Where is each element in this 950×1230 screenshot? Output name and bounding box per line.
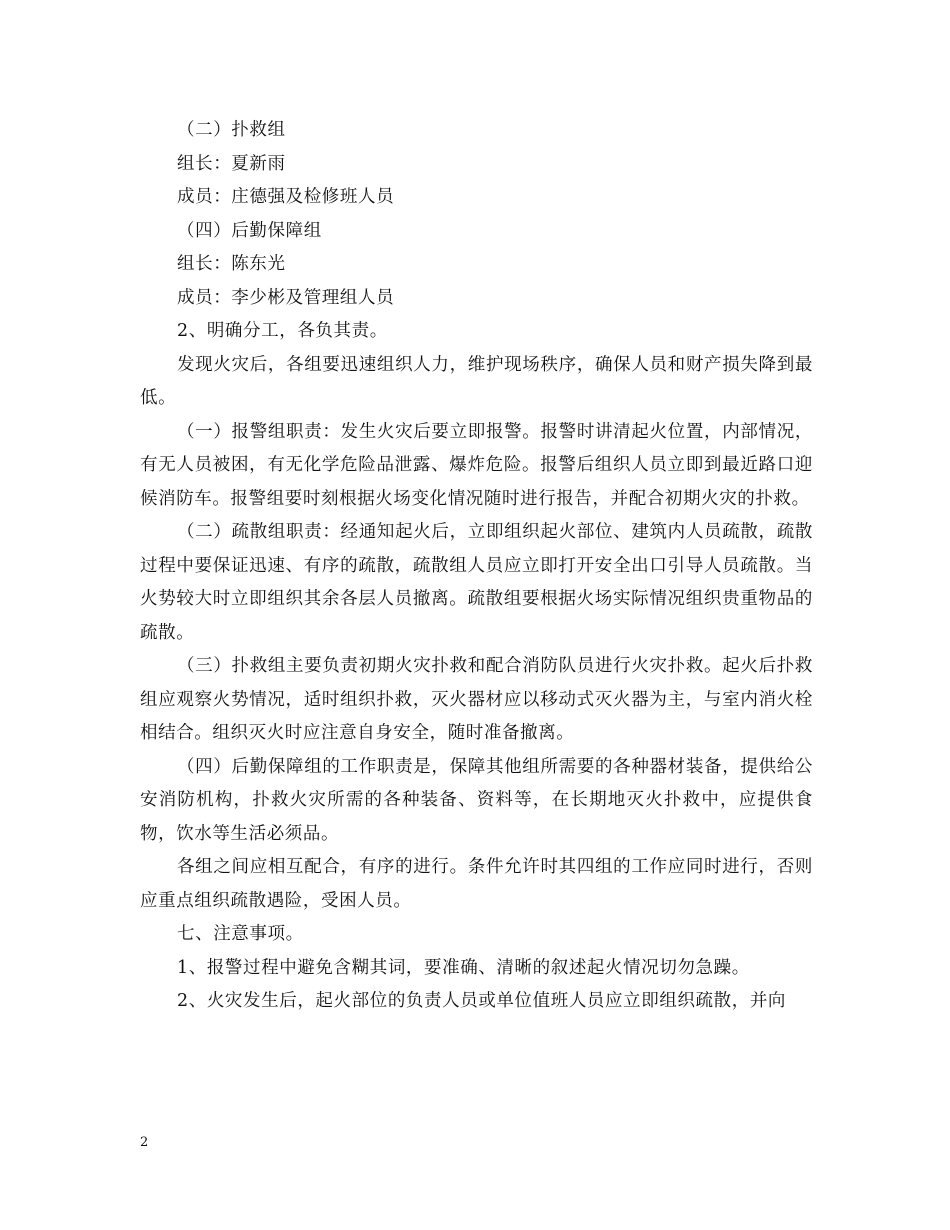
document-body	[140, 114, 813, 1019]
precaution-item-2: 2、火灾发生后，起火部位的负责人员或单位值班人员应立即组织疏散，并向	[177, 991, 787, 1011]
paragraph-alarm-group-duties: （一）报警组职责：发生火灾后要立即报警。报警时讲清起火位置，内部情况，有无人员被困，有无化学危险品泄露、爆炸危险。报警后组织人员立即到最近路口迎候消防车。报警组要时刻根据火场变化情况随时进行报告，并配合初期火灾的扑救。	[140, 421, 813, 509]
paragraph-fire-discovery: 发现火灾后，各组要迅速组织人力，维护现场秩序，确保人员和财产损失降到最低。	[140, 354, 813, 408]
page-number: 2	[140, 1135, 149, 1150]
paragraph-logistics-group-duties: （四）后勤保障组的工作职责是，保障其他组所需要的各种器材装备，提供给公安消防机构，扑救火灾所需的各种装备、资料等，在长期地灭火扑救中，应提供食物，饮水等生活必须品。	[140, 756, 813, 844]
section-precautions: 七、注意事项。	[177, 924, 304, 944]
subheading-logistics-group: （四）后勤保障组	[177, 220, 322, 241]
paragraph-rescue-group-duties: （三）扑救组主要负责初期火灾扑救和配合消防队员进行火灾扑救。起火后扑救组应观察火势情况，适时组织扑救，灭火器材应以移动式灭火器为主，与室内消火栓相结合。组织灭火时应注意自身安全，随时准备撤离。	[140, 656, 813, 743]
rescue-group-members: 成员：庄德强及检修班人员	[177, 187, 395, 207]
precaution-item-1: 1、报警过程中避免含糊其词，要准确、清晰的叙述起火情况切勿急躁。	[177, 957, 750, 978]
paragraph-group-cooperation: 各组之间应相互配合，有序的进行。条件允许时其四组的工作应同时进行，否则应重点组织疏散遇险，受困人员。	[140, 857, 813, 911]
rescue-group-leader: 组长：夏新雨	[177, 153, 286, 174]
logistics-group-leader: 组长：陈东光	[177, 254, 286, 274]
subheading-rescue-group: （二）扑救组	[177, 120, 286, 140]
logistics-group-members: 成员：李少彬及管理组人员	[177, 287, 395, 308]
paragraph-evacuation-group-duties: （二）疏散组职责：经通知起火后，立即组织起火部位、建筑内人员疏散，疏散过程中要保证迅速、有序的疏散，疏散组人员应立即打开安全出口引导人员疏散。当火势较大时立即组织其余各层人员撤离。疏散组要根据火场实际情况组织贵重物品的疏散。	[140, 522, 813, 643]
section-clear-division: 2、明确分工，各负其责。	[177, 321, 388, 341]
